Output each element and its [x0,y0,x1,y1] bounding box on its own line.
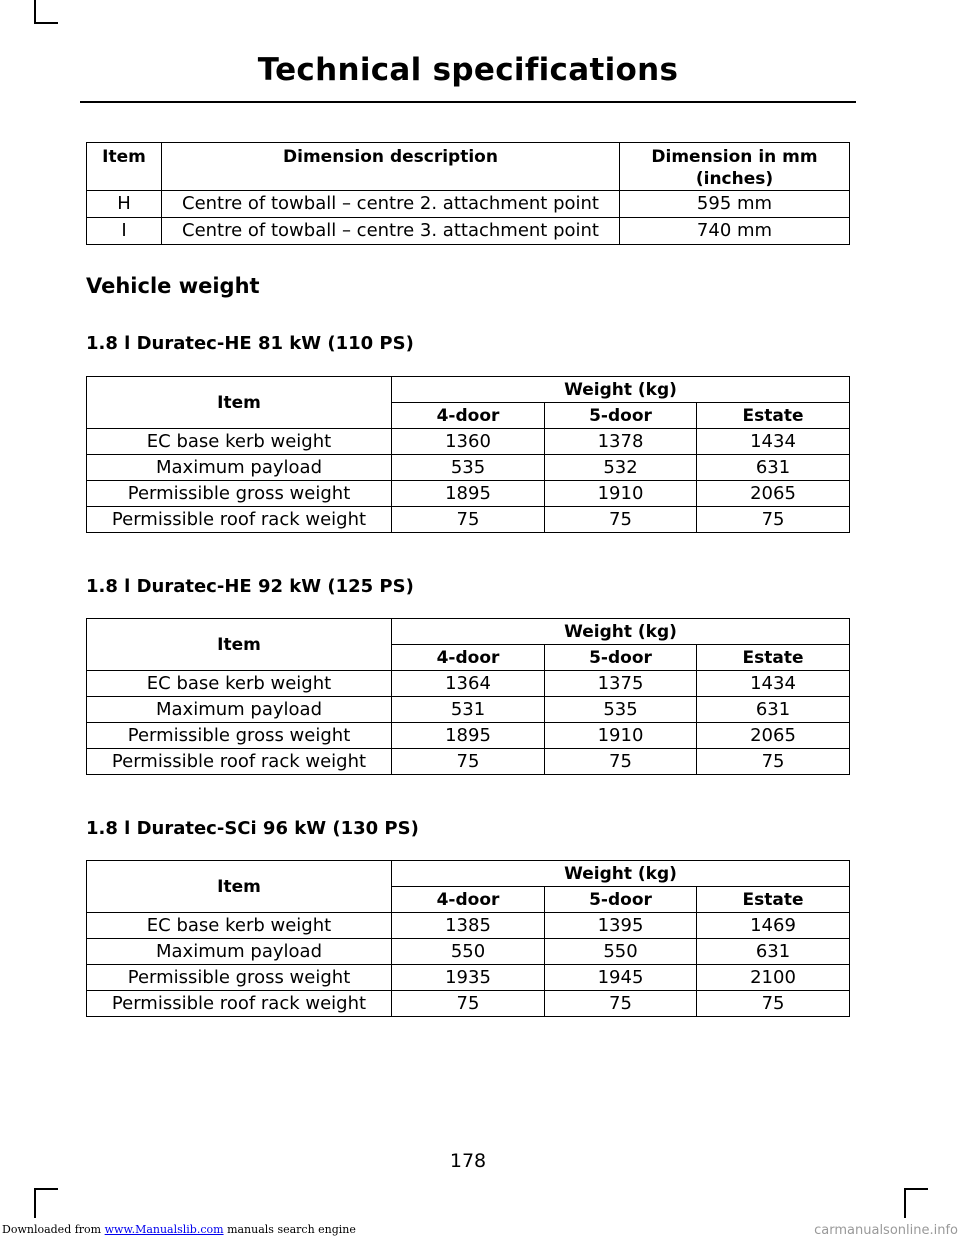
cell-value: 1375 [545,671,697,697]
row-label: EC base kerb weight [87,671,392,697]
cell-value: 631 [697,939,850,965]
table-row [87,429,850,455]
row-label: Permissible roof rack weight [87,507,392,533]
column-header: 5-door [545,645,697,671]
cell-value: 75 [545,749,697,775]
column-group-header: Weight (kg) [392,377,850,403]
table-row [87,965,850,991]
table-header-row [87,619,850,645]
cell-value: 1385 [392,913,545,939]
column-header: 4-door [392,645,545,671]
cell-value: 75 [392,507,545,533]
engine-heading: 1.8 l Duratec-HE 92 kW (125 PS) [86,576,414,597]
dimensions-table [86,142,850,245]
table-row [87,991,850,1017]
section-heading-vehicle-weight: Vehicle weight [86,274,260,298]
column-header: Item [87,143,162,191]
column-header: 4-door [392,403,545,429]
cell-value: 75 [697,507,850,533]
cell-value: 535 [392,455,545,481]
row-label: Permissible roof rack weight [87,991,392,1017]
row-label: Maximum payload [87,697,392,723]
cell-value: 75 [545,507,697,533]
table-row [87,671,850,697]
table-row [87,507,850,533]
cell-value: 2065 [697,481,850,507]
table-row [87,939,850,965]
cell-value: 550 [392,939,545,965]
column-header: 5-door [545,887,697,913]
column-header: Dimension in mm (inches) [620,143,850,191]
weight-table [86,618,850,775]
cell-value: 75 [697,991,850,1017]
crop-mark-bottom-left [34,1188,36,1218]
column-header: 4-door [392,887,545,913]
cell-value: 1935 [392,965,545,991]
row-label: Permissible gross weight [87,723,392,749]
column-header: Estate [697,645,850,671]
cell-value: 1910 [545,481,697,507]
crop-mark-top-left [34,22,58,24]
cell-value: 1378 [545,429,697,455]
row-label: EC base kerb weight [87,429,392,455]
column-header: Estate [697,887,850,913]
table-row [87,191,850,218]
cell-value: 75 [545,991,697,1017]
footer-suffix: manuals search engine [227,1223,356,1236]
column-group-header: Weight (kg) [392,861,850,887]
page-number: 178 [449,1150,487,1172]
cell-value: 75 [392,749,545,775]
crop-mark-bottom-right [904,1188,928,1190]
crop-mark-top-left [34,0,36,24]
table-row [87,749,850,775]
cell-description: Centre of towball – centre 3. attachment point [162,218,620,245]
manualslib-link[interactable]: www.Manualslib.com [104,1223,224,1236]
table-row [87,697,850,723]
cell-value: 1434 [697,429,850,455]
row-label: Maximum payload [87,939,392,965]
cell-value: 1895 [392,481,545,507]
cell-value: 1395 [545,913,697,939]
table-header-row [87,377,850,403]
row-label: Permissible gross weight [87,965,392,991]
column-header-item: Item [87,619,392,671]
cell-value: 1945 [545,965,697,991]
footer-prefix: Downloaded from [2,1223,102,1236]
table-row [87,723,850,749]
crop-mark-bottom-right [904,1188,906,1218]
cell-value: 75 [392,991,545,1017]
cell-value: 631 [697,697,850,723]
crop-mark-bottom-left [34,1188,58,1190]
cell-value: 75 [697,749,850,775]
cell-value: 535 [545,697,697,723]
column-header-item: Item [87,861,392,913]
table-row [87,218,850,245]
cell-value: 2100 [697,965,850,991]
cell-item: H [87,191,162,218]
column-header: 5-door [545,403,697,429]
cell-value: 631 [697,455,850,481]
table-row [87,913,850,939]
cell-value: 1360 [392,429,545,455]
row-label: Maximum payload [87,455,392,481]
title-divider [80,101,856,103]
cell-value: 1895 [392,723,545,749]
cell-value: 532 [545,455,697,481]
table-row [87,481,850,507]
cell-value: 550 [545,939,697,965]
weight-table [86,376,850,533]
cell-value: 1434 [697,671,850,697]
column-header: Estate [697,403,850,429]
table-row [87,455,850,481]
table-header-row [87,143,850,191]
download-footer [2,1223,356,1236]
row-label: Permissible gross weight [87,481,392,507]
cell-item: I [87,218,162,245]
cell-value: 595 mm [620,191,850,218]
row-label: EC base kerb weight [87,913,392,939]
column-header: Dimension description [162,143,620,191]
cell-value: 531 [392,697,545,723]
cell-value: 1469 [697,913,850,939]
row-label: Permissible roof rack weight [87,749,392,775]
engine-heading: 1.8 l Duratec-SCi 96 kW (130 PS) [86,818,419,839]
page-title: Technical specifications [257,52,679,88]
weight-table [86,860,850,1017]
table-header-row [87,861,850,887]
column-header-item: Item [87,377,392,429]
cell-value: 2065 [697,723,850,749]
watermark: carmanualsonline.info [814,1223,958,1238]
engine-heading: 1.8 l Duratec-HE 81 kW (110 PS) [86,333,414,354]
cell-value: 1910 [545,723,697,749]
cell-value: 740 mm [620,218,850,245]
cell-description: Centre of towball – centre 2. attachment point [162,191,620,218]
column-group-header: Weight (kg) [392,619,850,645]
cell-value: 1364 [392,671,545,697]
